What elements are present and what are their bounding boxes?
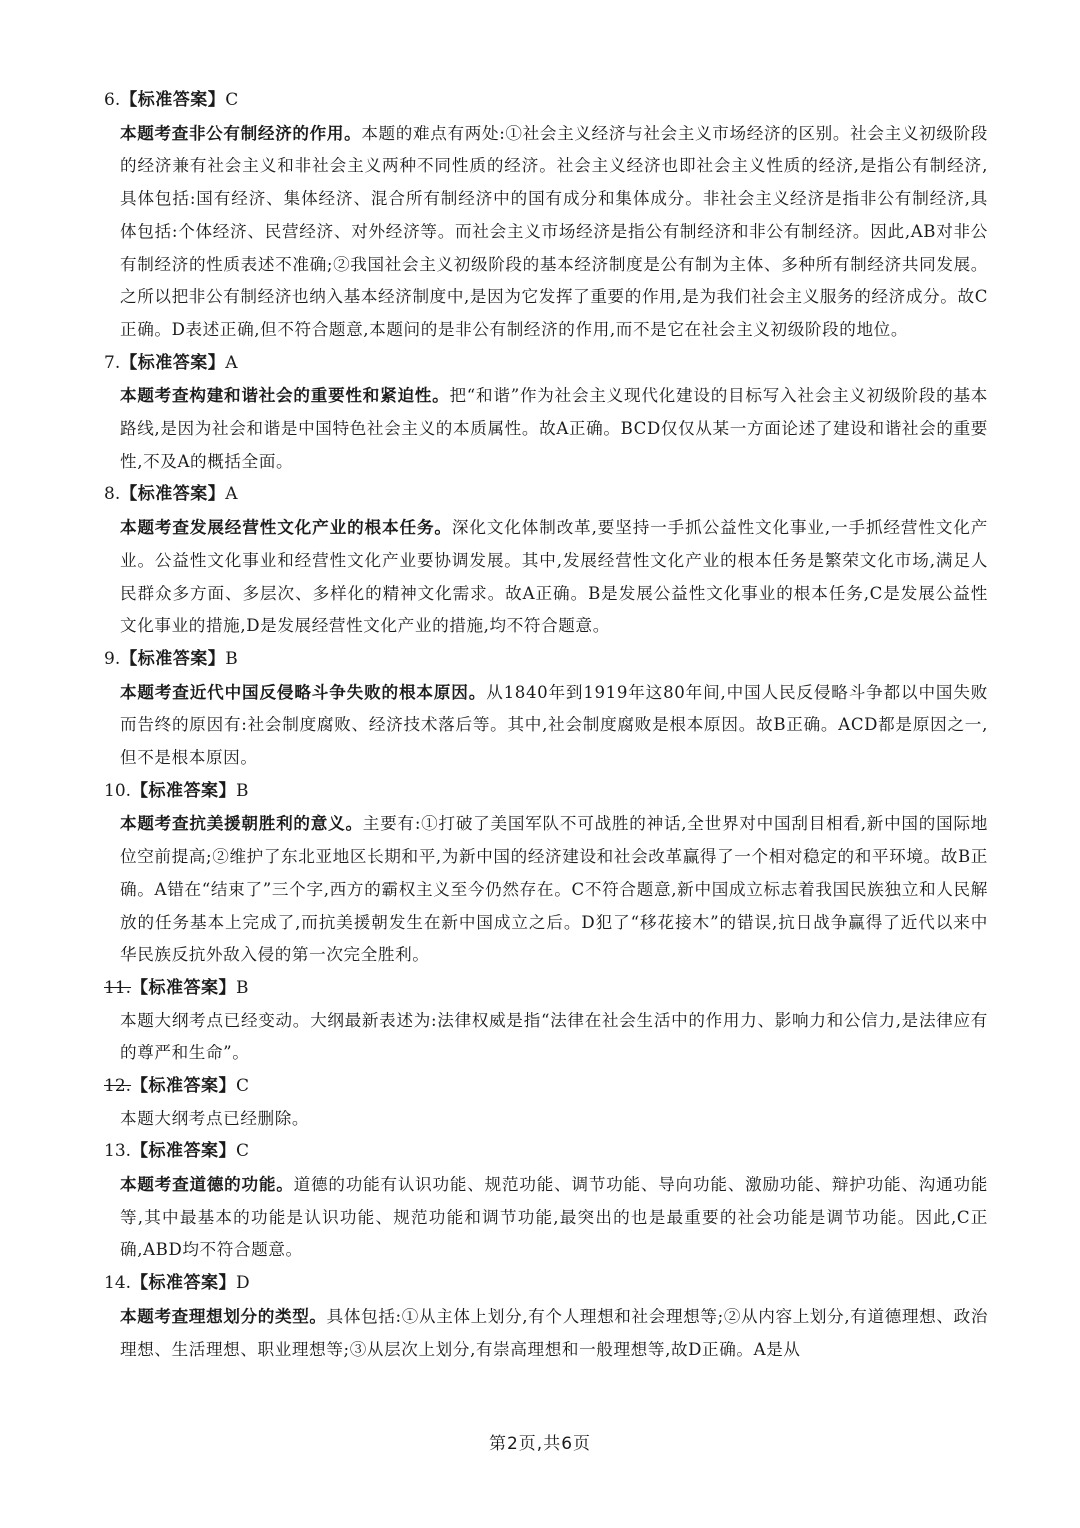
question-number: 7.	[104, 352, 121, 373]
explanation-lead: 本题考查抗美援朝胜利的意义。	[120, 813, 363, 834]
answer-letter: C	[236, 1141, 250, 1162]
answer-letter: D	[236, 1273, 250, 1294]
answer-item-10	[104, 775, 988, 972]
explanation-lead: 本题考查道德的功能。	[120, 1174, 294, 1195]
answer-label: 【标准答案】	[131, 1141, 237, 1162]
answer-item-9	[104, 643, 988, 775]
explanation	[120, 1300, 988, 1366]
explanation-text: 本题大纲考点已经变动。大纲最新表述为:法律权威是指“法律在社会生活中的作用力、影响力和公信力,是法律应有的尊严和生命”。	[120, 1010, 988, 1063]
answer-header	[104, 347, 988, 380]
answer-header	[104, 972, 988, 1005]
explanation	[120, 511, 988, 643]
answer-list	[104, 84, 988, 1366]
answer-label: 【标准答案】	[131, 1076, 237, 1096]
explanation	[120, 807, 988, 972]
explanation-text: 具体包括:①从主体上划分,有个人理想和社会理想等;②从内容上划分,有道德理想、政治理想、生活理想、职业理想等;③从层次上划分,有崇高理想和一般理想等,故D正确。A是从	[120, 1306, 989, 1359]
explanation-lead: 本题考查理想划分的类型。	[120, 1305, 327, 1326]
answer-item-8	[104, 478, 988, 643]
explanation	[120, 676, 988, 775]
explanation-lead: 本题考查构建和谐社会的重要性和紧迫性。	[120, 385, 450, 406]
explanation-lead: 本题考查近代中国反侵略斗争失败的根本原因。	[120, 681, 487, 702]
answer-letter: A	[225, 352, 238, 373]
answer-letter: B	[236, 780, 249, 801]
answer-header	[104, 84, 988, 117]
answer-item-12	[104, 1070, 988, 1135]
explanation	[120, 379, 988, 478]
answer-header	[104, 643, 988, 676]
explanation-lead: 本题考查非公有制经济的作用。	[120, 122, 362, 143]
answer-item-7	[104, 347, 988, 479]
explanation-lead: 本题考查发展经营性文化产业的根本任务。	[120, 517, 452, 538]
explanation	[120, 117, 988, 347]
question-number: 13.	[104, 1141, 132, 1162]
answer-letter: C	[236, 1076, 250, 1096]
answer-header	[104, 775, 988, 808]
explanation	[120, 1168, 988, 1267]
explanation-text: 深化文化体制改革,要坚持一手抓公益性文化事业,一手抓经营性文化产业。公益性文化事业和经营性文化产业要协调发展。其中,发展经营性文化产业的根本任务是繁荣文化市场,满足人民群众多方面、多层次、多样化的精神文化需求。故A正确。B是发展公益性文化事业的根本任务,C是发展公益性文化事业的措施,D是发展经营性文化产业的措施,均不符合题意。	[120, 518, 988, 636]
question-number: 6.	[104, 90, 121, 110]
answer-label: 【标准答案】	[131, 1273, 237, 1294]
explanation-text: 道德的功能有认识功能、规范功能、调节功能、导向功能、激励功能、辩护功能、沟通功能等,其中最基本的功能是认识功能、规范功能和调节功能,最突出的也是最重要的社会功能是调节功能。因此,C正确,ABD均不符合题意。	[120, 1175, 989, 1260]
explanation-text: 从1840年到1919年这80年间,中国人民反侵略斗争都以中国失败而告终的原因有:社会制度腐败、经济技术落后等。其中,社会制度腐败是根本原因。故B正确。ACD都是原因之一,但不是根本原因。	[120, 682, 988, 767]
question-number: 8.	[104, 484, 121, 505]
explanation-text: 主要有:①打破了美国军队不可战胜的神话,全世界对中国刮目相看,新中国的国际地位空前提高;②维护了东北亚地区长期和平,为新中国的经济建设和社会改革赢得了一个相对稳定的和平环境。故B正确。A错在“结束了”三个字,西方的霸权主义至今仍然存在。C不符合题意,新中国成立标志着我国民族独立和人民解放的任务基本上完成了,而抗美援朝发生在新中国成立之后。D犯了“移花接木”的错误,抗日战争赢得了近代以来中华民族反抗外敌入侵的第一次完全胜利。	[120, 814, 988, 965]
answer-label: 【标准答案】	[131, 780, 237, 801]
answer-header	[104, 478, 988, 511]
answer-label: 【标准答案】	[120, 648, 226, 669]
answer-letter: A	[225, 484, 238, 505]
answer-item-14	[104, 1267, 988, 1366]
answer-header	[104, 1070, 988, 1103]
explanation-text: 把“和谐”作为社会主义现代化建设的目标写入社会主义初级阶段的基本路线,是因为社会和谐是中国特色社会主义的本质属性。故A正确。BCD仅仅从某一方面论述了建设和谐社会的重要性,不及A的概括全面。	[120, 386, 988, 471]
answer-item-13	[104, 1135, 988, 1267]
answer-header	[104, 1267, 988, 1300]
explanation	[120, 1005, 988, 1070]
answer-header	[104, 1135, 988, 1168]
explanation-text: 本题的难点有两处:①社会主义经济与社会主义市场经济的区别。社会主义初级阶段的经济兼有社会主义和非社会主义两种不同性质的经济。社会主义经济也即社会主义性质的经济,是指公有制经济,具体包括:国有经济、集体经济、混合所有制经济中的国有成分和集体成分。非社会主义经济是指非公有制经济,具体包括:个体经济、民营经济、对外经济等。而社会主义市场经济是指公有制经济和非公有制经济。因此,AB对非公有制经济的性质表述不准确;②我国社会主义初级阶段的基本经济制度是公有制为主体、多种所有制经济共同发展。之所以把非公有制经济也纳入基本经济制度中,是因为它发挥了重要的作用,是为我们社会主义服务的经济成分。故C正确。D表述正确,但不符合题意,本题问的是非公有制经济的作用,而不是它在社会主义初级阶段的地位。	[120, 123, 988, 339]
answer-label: 【标准答案】	[131, 977, 237, 998]
explanation-text: 本题大纲考点已经删除。	[120, 1108, 310, 1128]
question-number-struck: 12.	[104, 1076, 132, 1096]
question-number: 9.	[104, 648, 121, 669]
answer-item-11	[104, 972, 988, 1070]
page-number-footer: 第2页,共6页	[488, 1434, 592, 1454]
explanation	[120, 1103, 988, 1136]
question-number: 10.	[104, 780, 132, 801]
question-number: 14.	[104, 1273, 132, 1294]
answer-label: 【标准答案】	[120, 352, 226, 373]
answer-label: 【标准答案】	[120, 484, 226, 505]
answer-item-6	[104, 84, 988, 347]
question-number-struck: 11.	[104, 977, 132, 998]
answer-letter: B	[225, 648, 238, 669]
answer-letter: B	[236, 977, 249, 998]
answer-label: 【标准答案】	[120, 90, 226, 110]
answer-letter: C	[225, 90, 239, 110]
